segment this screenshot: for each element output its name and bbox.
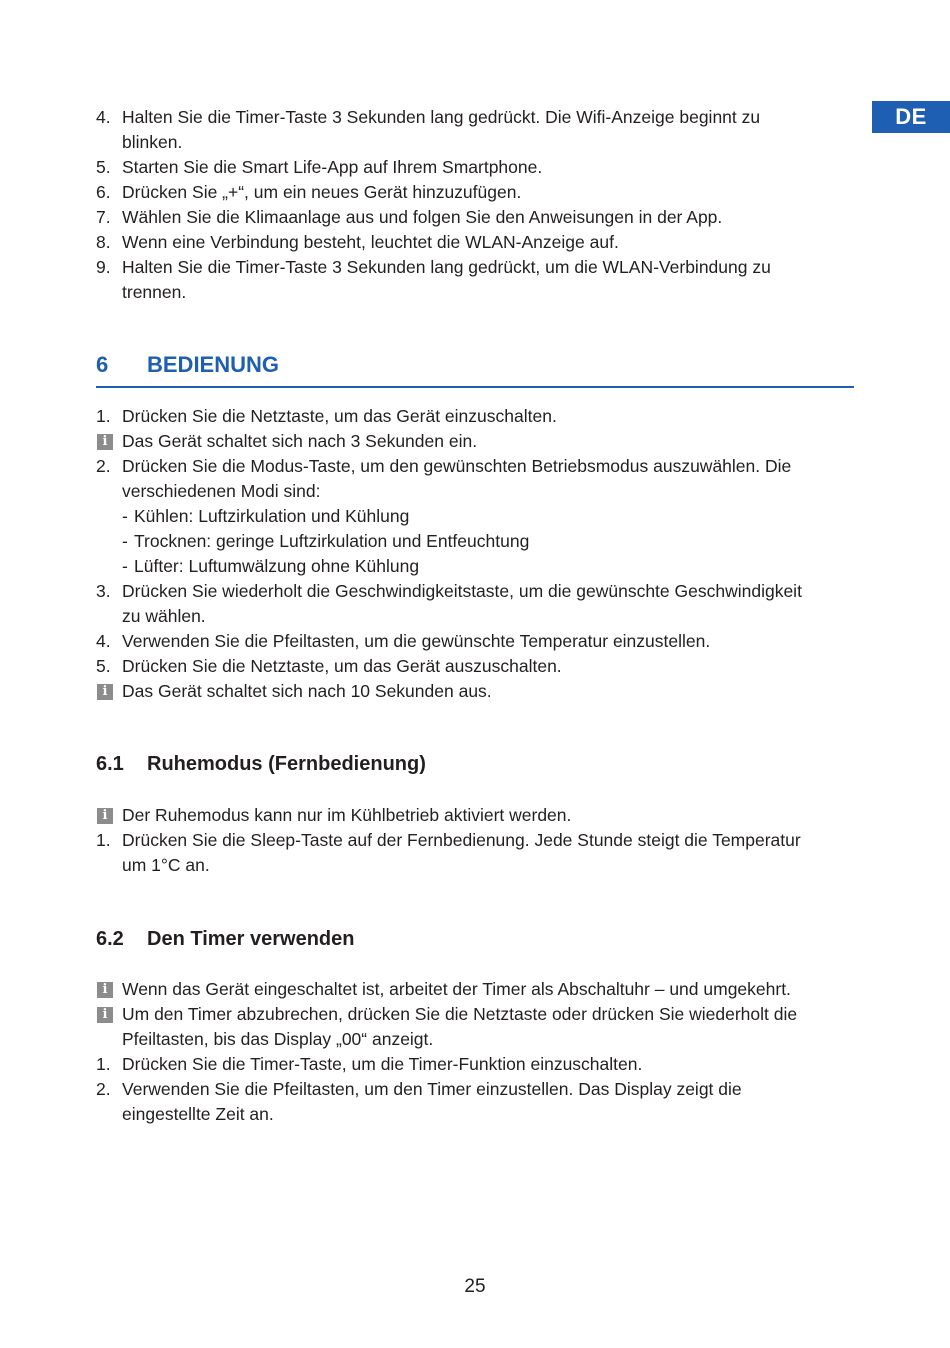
item-text: Halten Sie die Timer-Taste 3 Sekunden lang gedrückt, um die WLAN-Verbindung zu <box>122 257 771 277</box>
item-text: Drücken Sie die Modus-Taste, um den gewünschten Betriebsmodus auszuwählen. Die <box>122 456 792 476</box>
item-number: 1. <box>96 406 111 426</box>
dash-bullet: - <box>122 531 128 551</box>
item-number: 6. <box>96 182 111 202</box>
subsection-number: 6.1 <box>96 753 124 775</box>
note-text: Wenn das Gerät eingeschaltet ist, arbeitet der Timer als Abschaltuhr – und umgekehrt. <box>122 979 791 999</box>
section-number: 6 <box>96 352 109 377</box>
dash-bullet: - <box>122 506 128 526</box>
item-text: Trocknen: geringe Luftzirkulation und Entfeuchtung <box>134 531 530 551</box>
dash-bullet: - <box>122 556 128 576</box>
subsection-number: 6.2 <box>96 928 124 950</box>
info-icon: i <box>97 808 113 824</box>
item-text: Drücken Sie die Netztaste, um das Gerät einzuschalten. <box>122 406 557 426</box>
item-number: 9. <box>96 257 111 277</box>
subsection-heading <box>96 750 854 778</box>
item-text-continued: zu wählen. <box>122 606 206 626</box>
item-number: 2. <box>96 456 111 476</box>
info-icon: i <box>97 434 113 450</box>
item-number: 4. <box>96 107 111 127</box>
item-text: Kühlen: Luftzirkulation und Kühlung <box>134 506 410 526</box>
note-text-continued: Pfeiltasten, bis das Display „00“ anzeigt. <box>122 1029 434 1049</box>
item-text: Wenn eine Verbindung besteht, leuchtet die WLAN-Anzeige auf. <box>122 232 619 252</box>
item-number: 4. <box>96 631 111 651</box>
language-tab: DE <box>872 101 950 133</box>
section-title: BEDIENUNG <box>147 352 280 377</box>
subsection-title: Den Timer verwenden <box>147 928 355 950</box>
item-number: 7. <box>96 207 111 227</box>
item-text: Drücken Sie wiederholt die Geschwindigkeitstaste, um die gewünschte Geschwindigkeit <box>122 581 802 601</box>
page-number: 25 <box>464 1276 486 1297</box>
item-text: Halten Sie die Timer-Taste 3 Sekunden lang gedrückt. Die Wifi-Anzeige beginnt zu <box>122 107 761 127</box>
info-icon: i <box>97 982 113 998</box>
item-number: 2. <box>96 1079 111 1099</box>
info-icon: i <box>97 1007 113 1023</box>
item-number: 8. <box>96 232 111 252</box>
item-text-continued: blinken. <box>122 132 183 152</box>
item-text: Drücken Sie „+“, um ein neues Gerät hinzuzufügen. <box>122 182 522 202</box>
item-number: 1. <box>96 1054 111 1074</box>
item-text-continued: trennen. <box>122 282 187 302</box>
subsection-heading <box>96 925 854 953</box>
item-text-continued: um 1°C an. <box>122 855 210 875</box>
info-icon: i <box>97 684 113 700</box>
item-number: 5. <box>96 656 111 676</box>
item-text: Verwenden Sie die Pfeiltasten, um die gewünschte Temperatur einzustellen. <box>122 631 711 651</box>
subsection-title: Ruhemodus (Fernbedienung) <box>147 753 426 775</box>
item-number: 3. <box>96 581 111 601</box>
item-number: 1. <box>96 830 111 850</box>
item-number: 5. <box>96 157 111 177</box>
item-text: Drücken Sie die Netztaste, um das Gerät auszuschalten. <box>122 656 562 676</box>
item-text: Drücken Sie die Sleep-Taste auf der Fernbedienung. Jede Stunde steigt die Temperatur <box>122 830 801 850</box>
item-text: Drücken Sie die Timer-Taste, um die Timer-Funktion einzuschalten. <box>122 1054 643 1074</box>
item-text-continued: verschiedenen Modi sind: <box>122 481 321 501</box>
note-text: Das Gerät schaltet sich nach 3 Sekunden ein. <box>122 431 478 451</box>
item-text: Verwenden Sie die Pfeiltasten, um den Timer einzustellen. Das Display zeigt die <box>122 1079 742 1099</box>
note-text: Das Gerät schaltet sich nach 10 Sekunden aus. <box>122 681 492 701</box>
item-text-continued: eingestellte Zeit an. <box>122 1104 274 1124</box>
note-text: Der Ruhemodus kann nur im Kühlbetrieb aktiviert werden. <box>122 805 572 825</box>
section-heading <box>96 350 854 388</box>
item-text: Lüfter: Luftumwälzung ohne Kühlung <box>134 556 420 576</box>
item-text: Starten Sie die Smart Life-App auf Ihrem Smartphone. <box>122 157 543 177</box>
note-text: Um den Timer abzubrechen, drücken Sie die Netztaste oder drücken Sie wiederholt die <box>122 1004 798 1024</box>
item-text: Wählen Sie die Klimaanlage aus und folgen Sie den Anweisungen in der App. <box>122 207 723 227</box>
